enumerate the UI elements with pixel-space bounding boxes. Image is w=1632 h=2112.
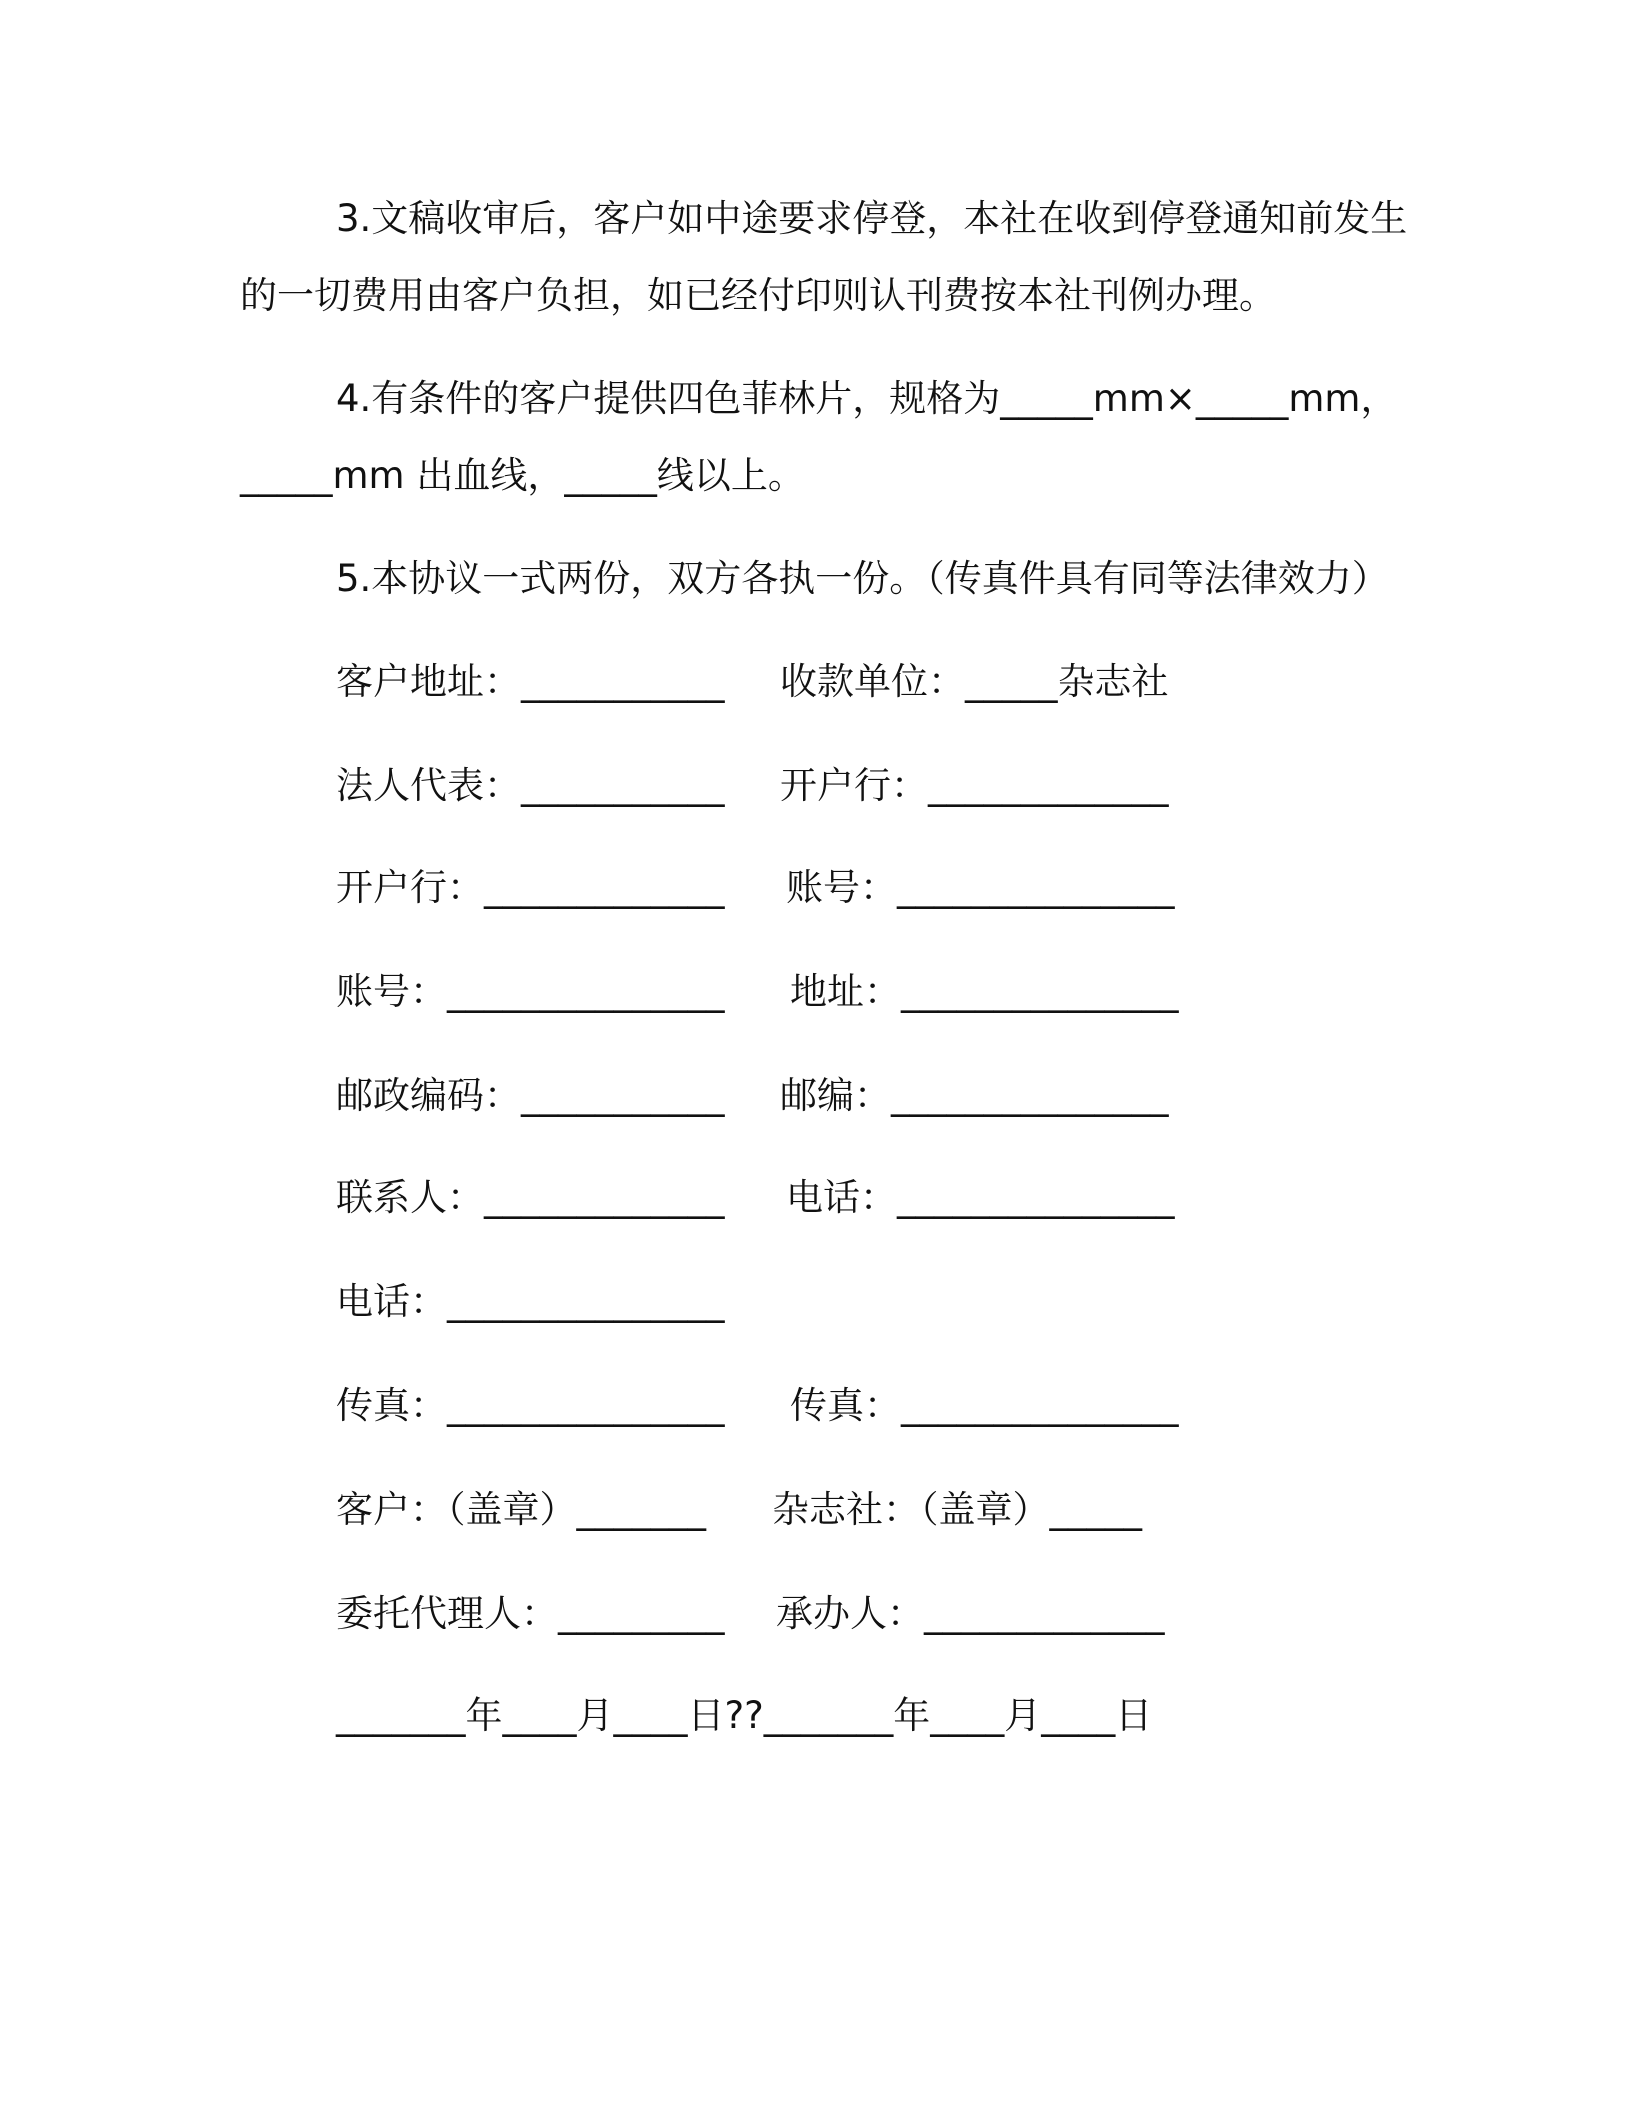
customer-bank-field: 开户行：_____________ — [336, 866, 725, 909]
contact-person-field: 联系人：_____________ — [336, 1176, 725, 1219]
customer-account-field: 账号：_______________ — [336, 970, 725, 1013]
magazine-seal-field: 杂志社：（盖章）_____ — [772, 1488, 1142, 1531]
payee-account-field: 账号：_______________ — [786, 866, 1175, 909]
payee-unit-field: 收款单位：_____杂志社 — [780, 660, 1169, 703]
customer-fax-field: 传真：_______________ — [336, 1384, 725, 1427]
customer-phone-field: 电话：_______________ — [336, 1280, 725, 1323]
payee-phone-field: 电话：_______________ — [786, 1176, 1175, 1219]
clause-4: 4.有条件的客户提供四色菲林片，规格为_____mm×_____mm，_____mm 出血线，_____线以上。 — [240, 377, 1398, 497]
clause-3: 3.文稿收审后，客户如中途要求停登，本社在收到停登通知前发生的一切费用由客户负担，如已经付印则认刊费按本社刊例办理。 — [240, 197, 1408, 317]
payee-address-field: 地址：_______________ — [790, 970, 1179, 1013]
payee-postcode-field: 邮编：_______________ — [780, 1074, 1169, 1117]
clause-5: 5.本协议一式两份，双方各执一份。（传真件具有同等法律效力） — [336, 557, 1389, 600]
date-fields: _______年____月____日??_______年____月____日 — [336, 1694, 1153, 1737]
customer-address-field: 客户地址：___________ — [336, 660, 725, 703]
handler-field: 承办人：_____________ — [776, 1592, 1165, 1635]
payee-fax-field: 传真：_______________ — [790, 1384, 1179, 1427]
agent-field: 委托代理人：_________ — [336, 1592, 725, 1635]
customer-seal-field: 客户：（盖章）_______ — [336, 1488, 706, 1531]
postal-code-field: 邮政编码：___________ — [336, 1074, 725, 1117]
legal-rep-field: 法人代表：___________ — [336, 764, 725, 807]
payee-bank-field: 开户行：_____________ — [780, 764, 1169, 807]
